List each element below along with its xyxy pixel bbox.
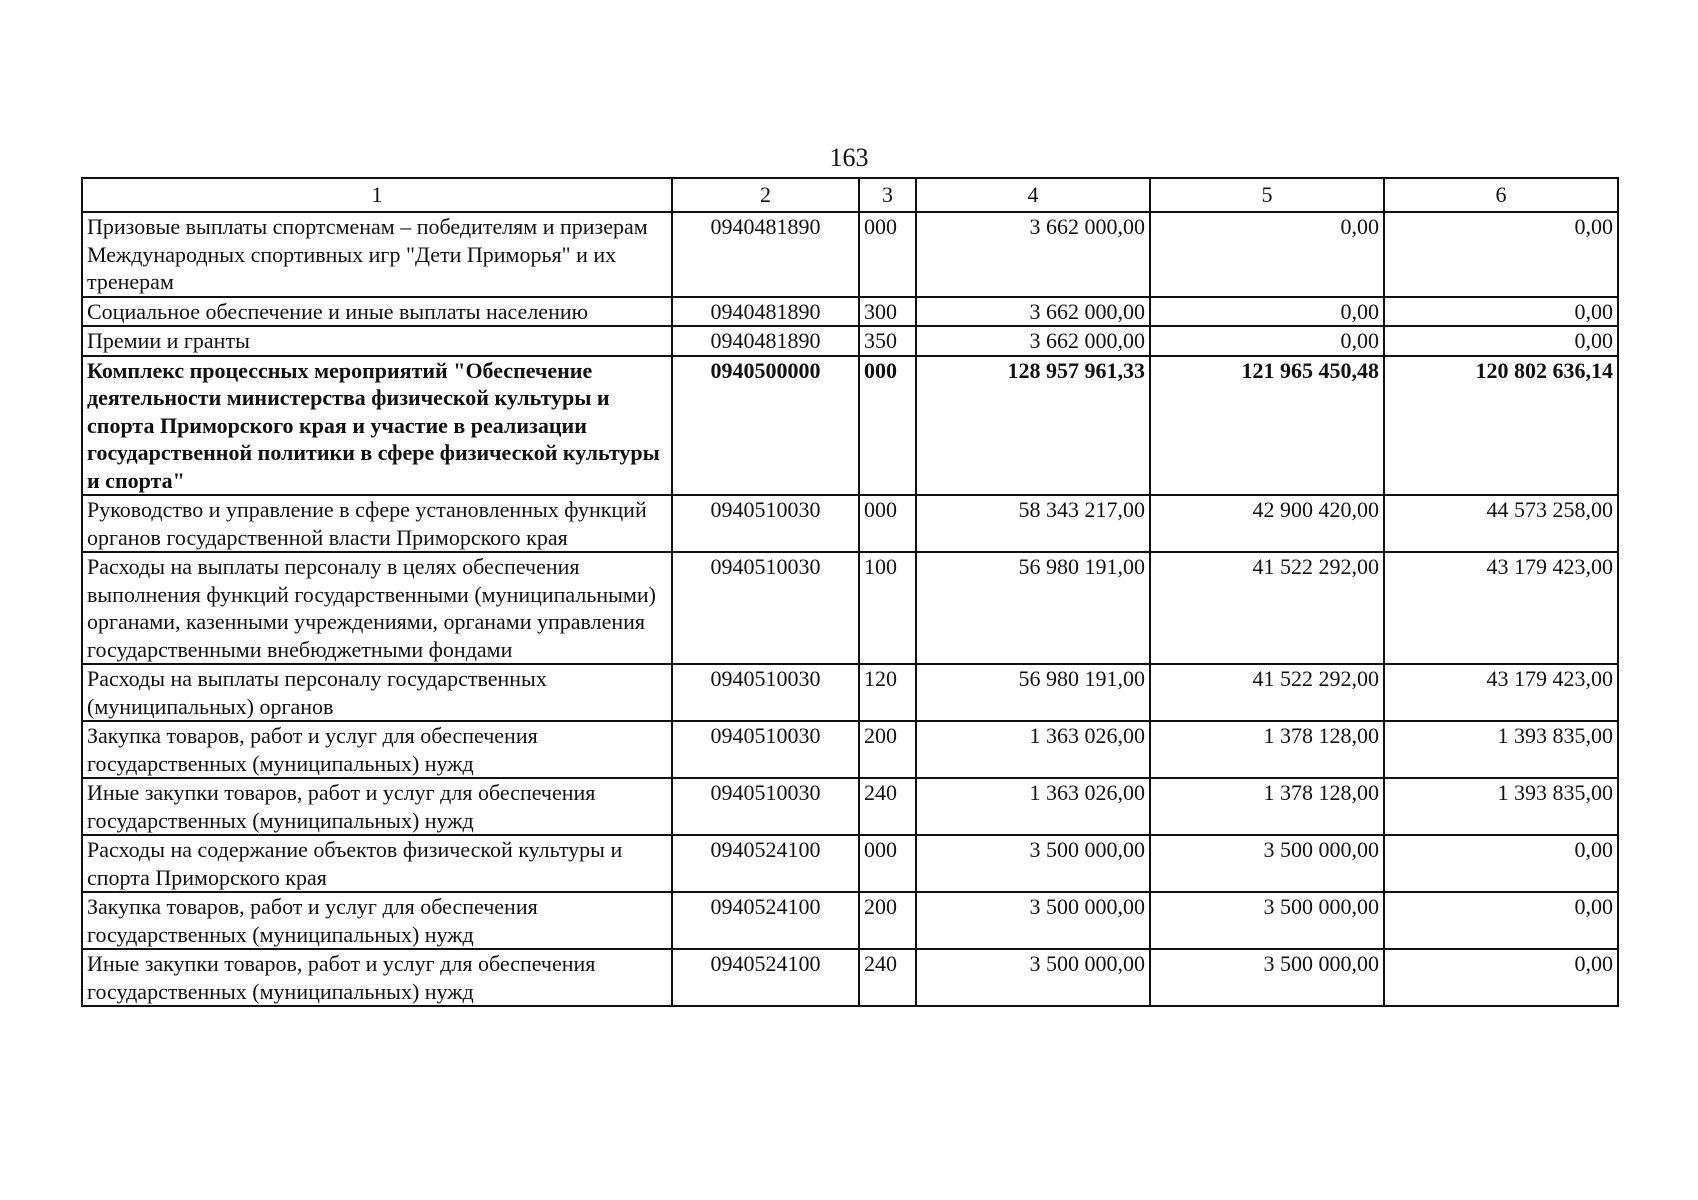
row-type: 000 [859, 212, 916, 297]
row-amount-3: 0,00 [1384, 835, 1618, 892]
row-name: Призовые выплаты спортсменам – победителям и призерам Международных спортивных игр "Дети Приморья" и их тренерам [82, 212, 672, 297]
row-type: 300 [859, 297, 916, 327]
row-code: 0940524100 [672, 892, 859, 949]
row-amount-3: 1 393 835,00 [1384, 721, 1618, 778]
column-header-amount-2: 5 [1150, 178, 1384, 212]
row-amount-3: 0,00 [1384, 892, 1618, 949]
row-code: 0940510030 [672, 664, 859, 721]
row-name: Расходы на выплаты персоналу государственных (муниципальных) органов [82, 664, 672, 721]
table-row [82, 212, 1618, 297]
table-row [82, 949, 1618, 1006]
row-amount-2: 3 500 000,00 [1150, 892, 1384, 949]
table-row [82, 721, 1618, 778]
row-type: 200 [859, 721, 916, 778]
row-amount-2: 1 378 128,00 [1150, 778, 1384, 835]
row-code: 0940481890 [672, 297, 859, 327]
table-row [82, 664, 1618, 721]
row-amount-2: 42 900 420,00 [1150, 495, 1384, 552]
row-code: 0940500000 [672, 356, 859, 496]
column-header-amount-1: 4 [916, 178, 1150, 212]
row-amount-3: 120 802 636,14 [1384, 356, 1618, 496]
row-amount-3: 1 393 835,00 [1384, 778, 1618, 835]
row-amount-2: 1 378 128,00 [1150, 721, 1384, 778]
budget-table [81, 177, 1619, 1007]
table-row-total [82, 356, 1618, 496]
table-row [82, 297, 1618, 327]
column-header-code: 2 [672, 178, 859, 212]
row-type: 000 [859, 495, 916, 552]
row-name: Расходы на содержание объектов физической культуры и спорта Приморского края [82, 835, 672, 892]
column-header-name: 1 [82, 178, 672, 212]
row-amount-2: 121 965 450,48 [1150, 356, 1384, 496]
table-row [82, 892, 1618, 949]
row-type: 200 [859, 892, 916, 949]
row-amount-3: 0,00 [1384, 949, 1618, 1006]
row-amount-2: 41 522 292,00 [1150, 664, 1384, 721]
row-name: Социальное обеспечение и иные выплаты населению [82, 297, 672, 327]
column-header-amount-3: 6 [1384, 178, 1618, 212]
row-type: 000 [859, 356, 916, 496]
row-amount-3: 0,00 [1384, 212, 1618, 297]
row-code: 0940481890 [672, 326, 859, 356]
row-amount-2: 41 522 292,00 [1150, 552, 1384, 664]
page-number: 163 [829, 143, 869, 172]
row-amount-1: 3 662 000,00 [916, 326, 1150, 356]
row-amount-2: 0,00 [1150, 326, 1384, 356]
row-amount-1: 1 363 026,00 [916, 778, 1150, 835]
row-amount-3: 43 179 423,00 [1384, 664, 1618, 721]
row-type: 240 [859, 778, 916, 835]
row-amount-1: 56 980 191,00 [916, 552, 1150, 664]
row-name: Руководство и управление в сфере установленных функций органов государственной власти Приморского края [82, 495, 672, 552]
row-type: 240 [859, 949, 916, 1006]
row-amount-2: 0,00 [1150, 297, 1384, 327]
row-type: 000 [859, 835, 916, 892]
row-name: Иные закупки товаров, работ и услуг для обеспечения государственных (муниципальных) нужд [82, 949, 672, 1006]
table-row [82, 552, 1618, 664]
row-amount-1: 3 662 000,00 [916, 212, 1150, 297]
column-header-type: 3 [859, 178, 916, 212]
row-amount-3: 0,00 [1384, 326, 1618, 356]
row-type: 120 [859, 664, 916, 721]
row-amount-1: 1 363 026,00 [916, 721, 1150, 778]
table-header-row [82, 178, 1618, 212]
row-name: Премии и гранты [82, 326, 672, 356]
row-amount-1: 3 500 000,00 [916, 835, 1150, 892]
row-name: Закупка товаров, работ и услуг для обеспечения государственных (муниципальных) нужд [82, 721, 672, 778]
row-name: Расходы на выплаты персоналу в целях обеспечения выполнения функций государственными (муниципальными) органами, казенными учреждениями, органами управления государственными внебюджетными фондами [82, 552, 672, 664]
row-amount-1: 3 662 000,00 [916, 297, 1150, 327]
row-name: Комплекс процессных мероприятий "Обеспечение деятельности министерства физической культуры и спорта Приморского края и участие в реализации государственной политики в сфере физической культуры и спорта" [82, 356, 672, 496]
row-amount-3: 0,00 [1384, 297, 1618, 327]
row-amount-1: 56 980 191,00 [916, 664, 1150, 721]
row-code: 0940481890 [672, 212, 859, 297]
row-type: 100 [859, 552, 916, 664]
row-amount-2: 3 500 000,00 [1150, 949, 1384, 1006]
row-amount-1: 3 500 000,00 [916, 892, 1150, 949]
row-code: 0940510030 [672, 721, 859, 778]
row-amount-2: 3 500 000,00 [1150, 835, 1384, 892]
table-row [82, 835, 1618, 892]
row-code: 0940510030 [672, 778, 859, 835]
row-amount-2: 0,00 [1150, 212, 1384, 297]
row-name: Закупка товаров, работ и услуг для обеспечения государственных (муниципальных) нужд [82, 892, 672, 949]
row-code: 0940510030 [672, 552, 859, 664]
row-amount-3: 43 179 423,00 [1384, 552, 1618, 664]
row-code: 0940524100 [672, 949, 859, 1006]
row-name: Иные закупки товаров, работ и услуг для обеспечения государственных (муниципальных) нужд [82, 778, 672, 835]
row-amount-3: 44 573 258,00 [1384, 495, 1618, 552]
row-code: 0940524100 [672, 835, 859, 892]
table-row [82, 778, 1618, 835]
table-row [82, 326, 1618, 356]
table-row [82, 495, 1618, 552]
row-code: 0940510030 [672, 495, 859, 552]
row-amount-1: 58 343 217,00 [916, 495, 1150, 552]
row-amount-1: 3 500 000,00 [916, 949, 1150, 1006]
row-type: 350 [859, 326, 916, 356]
row-amount-1: 128 957 961,33 [916, 356, 1150, 496]
